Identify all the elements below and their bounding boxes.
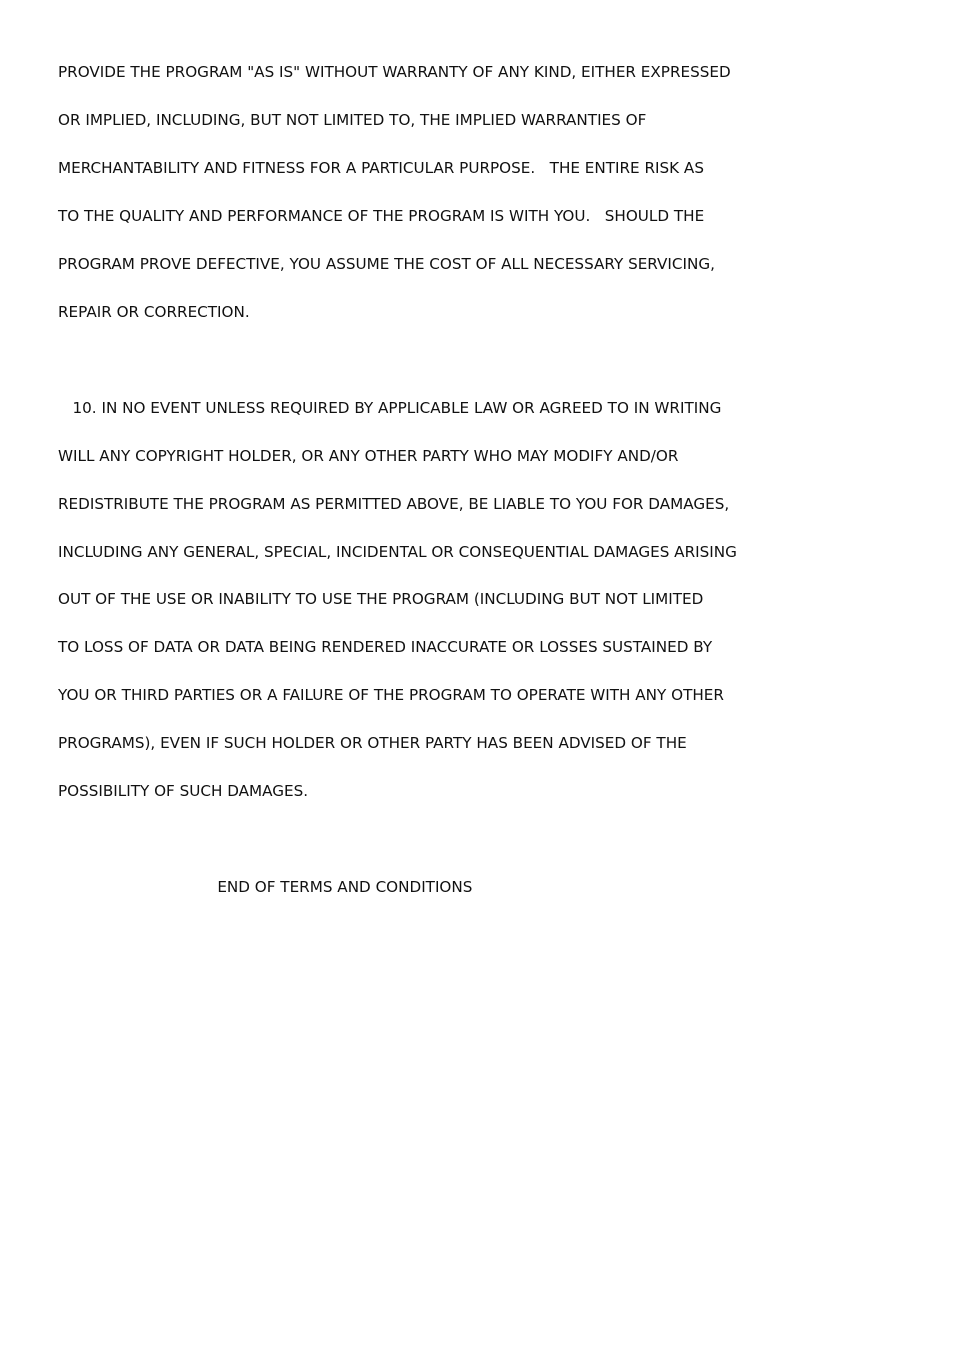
paragraph-2-line-7: YOU OR THIRD PARTIES OR A FAILURE OF THE PROGRAM TO OPERATE WITH ANY OTHER bbox=[58, 686, 724, 704]
end-of-terms-line: END OF TERMS AND CONDITIONS bbox=[58, 878, 473, 896]
paragraph-2-line-3: REDISTRIBUTE THE PROGRAM AS PERMITTED ABOVE, BE LIABLE TO YOU FOR DAMAGES, bbox=[58, 495, 730, 513]
paragraph-1-line-6: REPAIR OR CORRECTION. bbox=[58, 303, 250, 321]
paragraph-1-line-3: MERCHANTABILITY AND FITNESS FOR A PARTICULAR PURPOSE. THE ENTIRE RISK AS bbox=[58, 159, 704, 177]
paragraph-2-line-4: INCLUDING ANY GENERAL, SPECIAL, INCIDENTAL OR CONSEQUENTIAL DAMAGES ARISING bbox=[58, 543, 737, 561]
paragraph-2-line-5: OUT OF THE USE OR INABILITY TO USE THE PROGRAM (INCLUDING BUT NOT LIMITED bbox=[58, 590, 704, 608]
paragraph-2-line-9: POSSIBILITY OF SUCH DAMAGES. bbox=[58, 782, 309, 800]
paragraph-2-line-2: WILL ANY COPYRIGHT HOLDER, OR ANY OTHER PARTY WHO MAY MODIFY AND/OR bbox=[58, 447, 679, 465]
paragraph-1-line-5: PROGRAM PROVE DEFECTIVE, YOU ASSUME THE COST OF ALL NECESSARY SERVICING, bbox=[58, 255, 715, 273]
paragraph-2-line-6: TO LOSS OF DATA OR DATA BEING RENDERED INACCURATE OR LOSSES SUSTAINED BY bbox=[58, 638, 713, 656]
paragraph-2-line-8: PROGRAMS), EVEN IF SUCH HOLDER OR OTHER PARTY HAS BEEN ADVISED OF THE bbox=[58, 734, 687, 752]
paragraph-1-line-2: OR IMPLIED, INCLUDING, BUT NOT LIMITED TO, THE IMPLIED WARRANTIES OF bbox=[58, 111, 647, 129]
paragraph-2-line-1: 10. IN NO EVENT UNLESS REQUIRED BY APPLICABLE LAW OR AGREED TO IN WRITING bbox=[58, 399, 722, 417]
paragraph-1-line-4: TO THE QUALITY AND PERFORMANCE OF THE PROGRAM IS WITH YOU. SHOULD THE bbox=[58, 207, 705, 225]
paragraph-1-line-1: PROVIDE THE PROGRAM "AS IS" WITHOUT WARRANTY OF ANY KIND, EITHER EXPRESSED bbox=[58, 63, 731, 81]
